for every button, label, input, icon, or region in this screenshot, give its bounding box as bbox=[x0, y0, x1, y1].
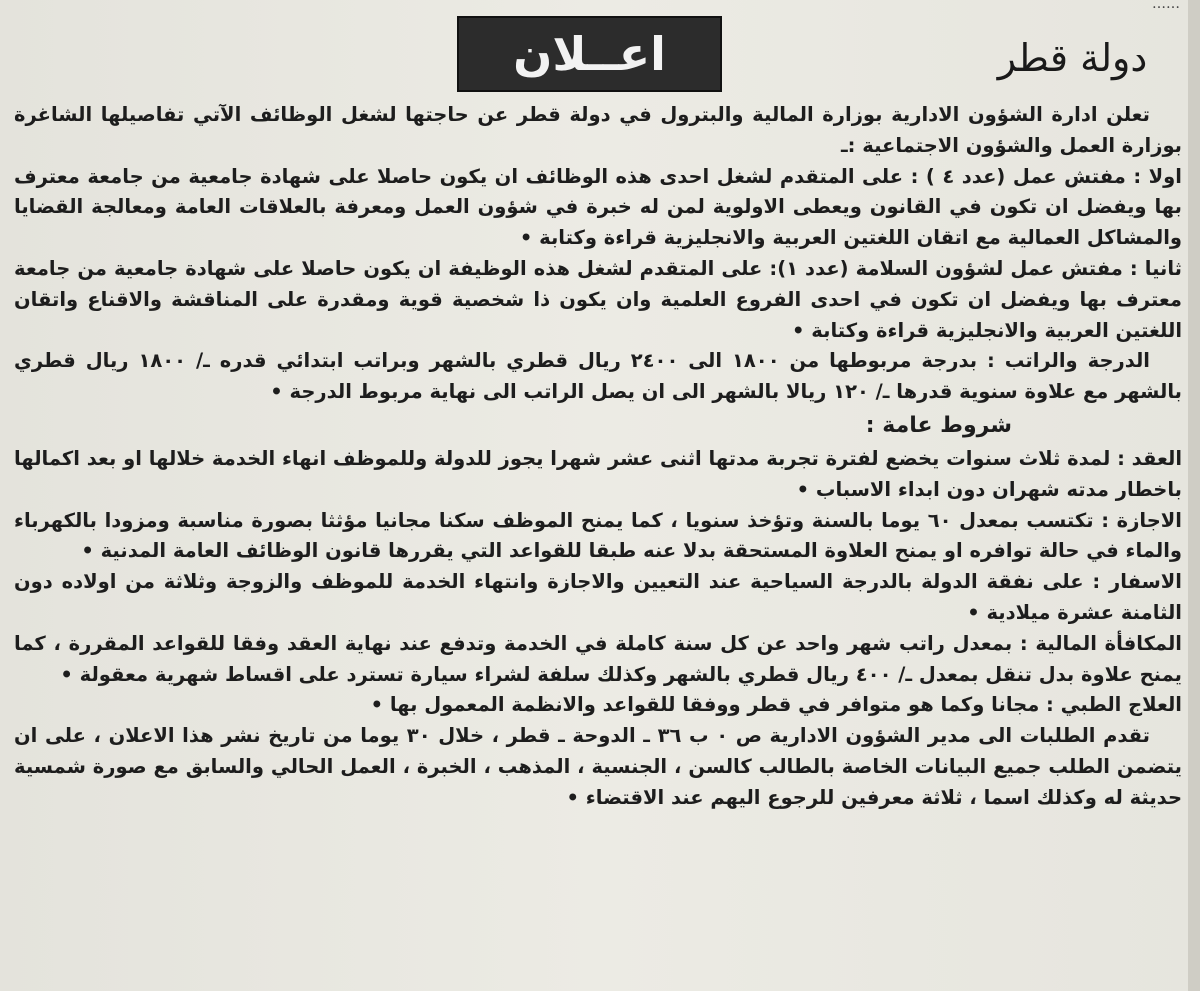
top-text-fragment: …… bbox=[1152, 0, 1180, 12]
page-edge bbox=[1188, 0, 1200, 991]
job-paragraph: اولا : مفتش عمل (عدد ٤ ) : على المتقدم لشغل احدى هذه الوظائف ان يكون حاصلا على شهادة جامعية من جامعة معترف بها ويفضل ان تكون في القانون ويعطى الاولوية لمن له خبرة في شؤون العمل ومعرفة بالعلاقات العامة ومعالجة القضايا والمشاكل العمالية مع اتقان اللغتين العربية والانجليزية قراءة وكتابة • bbox=[14, 164, 1182, 250]
condition-paragraph: الاجازة : تكتسب بمعدل ٦٠ يوما بالسنة وتؤخذ سنويا ، كما يمنح الموظف سكنا مجانيا مؤثثا بصورة مناسبة ومزودا بالكهرباء والماء في حالة توافره او يمنح العلاوة المستحقة بدلا عنه طبقا للقواعد التي يقررها قانون الوظائف العامة المدنية • bbox=[14, 508, 1182, 563]
announcement-title: اعــلان bbox=[513, 27, 666, 81]
condition-paragraph: الاسفار : على نفقة الدولة بالدرجة السياحية عند التعيين والاجازة وانتهاء الخدمة للموظف والزوجة وثلاثة من اولاده دون الثامنة عشرة ميلادية • bbox=[14, 570, 1182, 624]
condition-paragraph: العقد : لمدة ثلاث سنوات يخضع لفترة تجربة مدتها اثنى عشر شهرا يجوز للدولة وللموظف انهاء الخدمة خلالها او بعد اكمالها باخطار مدته شهران دون ابداء الاسباب • bbox=[14, 446, 1182, 501]
condition-paragraph: المكافأة المالية : بمعدل راتب شهر واحد عن كل سنة كاملة في الخدمة وتدفع عند نهاية العقد وفقا للقواعد المقررة ، كما يمنح علاوة بدل تنقل بمعدل ـ/ ٤٠٠ ريال قطري بالشهر وكذلك سلفة لشراء سيارة تسترد على اقساط شهرية معقولة • bbox=[14, 631, 1182, 686]
general-conditions-heading: شروط عامة : bbox=[865, 412, 1012, 438]
salary-paragraph: الدرجة والراتب : بدرجة مربوطها من ١٨٠٠ الى ٢٤٠٠ ريال قطري بالشهر وبراتب ابتدائي قدره ـ/ ١٨٠٠ ريال قطري بالشهر مع علاوة سنوية قدرها ـ/ ١٢٠ ريالا بالشهر الى ان يصل الراتب الى نهاية مربوط الدرجة • bbox=[14, 349, 1182, 404]
announcement-title-box bbox=[457, 16, 722, 92]
job-paragraph: ثانيا : مفتش عمل لشؤون السلامة (عدد ١): على المتقدم لشغل هذه الوظيفة ان يكون حاصلا على شهادة جامعية من جامعة معترف بها ويفضل ان تكون في احدى الفروع العلمية وان يكون ذا شخصية قوية ومقدرة على المناقشة والاقناع واتقان اللغتين العربية والانجليزية قراءة وكتابة • bbox=[14, 256, 1182, 342]
condition-paragraph: العلاج الطبي : مجانا وكما هو متوافر في قطر ووفقا للقواعد والانظمة المعمول بها • bbox=[370, 693, 1182, 717]
intro-paragraph: تعلن ادارة الشؤون الادارية بوزارة المالية والبترول في دولة قطر عن حاجتها لشغل الوظائف الآتي تفاصيلها الشاغرة بوزارة العمل والشؤون الاجتماعية :ـ bbox=[14, 103, 1182, 157]
closing-paragraph: تقدم الطلبات الى مدير الشؤون الادارية ص ٠ ب ٣٦ ـ الدوحة ـ قطر ، خلال ٣٠ يوما من تاريخ نشر هذا الاعلان ، على ان يتضمن الطلب جميع البيانات الخاصة بالطالب كالسن ، الجنسية ، المذهب ، الخبرة ، العمل الحالي والسابق مع صورة شمسية حديثة له وكذلك اسما ، ثلاثة معرفين للرجوع اليهم عند الاقتضاء • bbox=[14, 724, 1182, 809]
country-name: دولة قطر bbox=[997, 36, 1148, 80]
announcement-body bbox=[14, 100, 1182, 814]
